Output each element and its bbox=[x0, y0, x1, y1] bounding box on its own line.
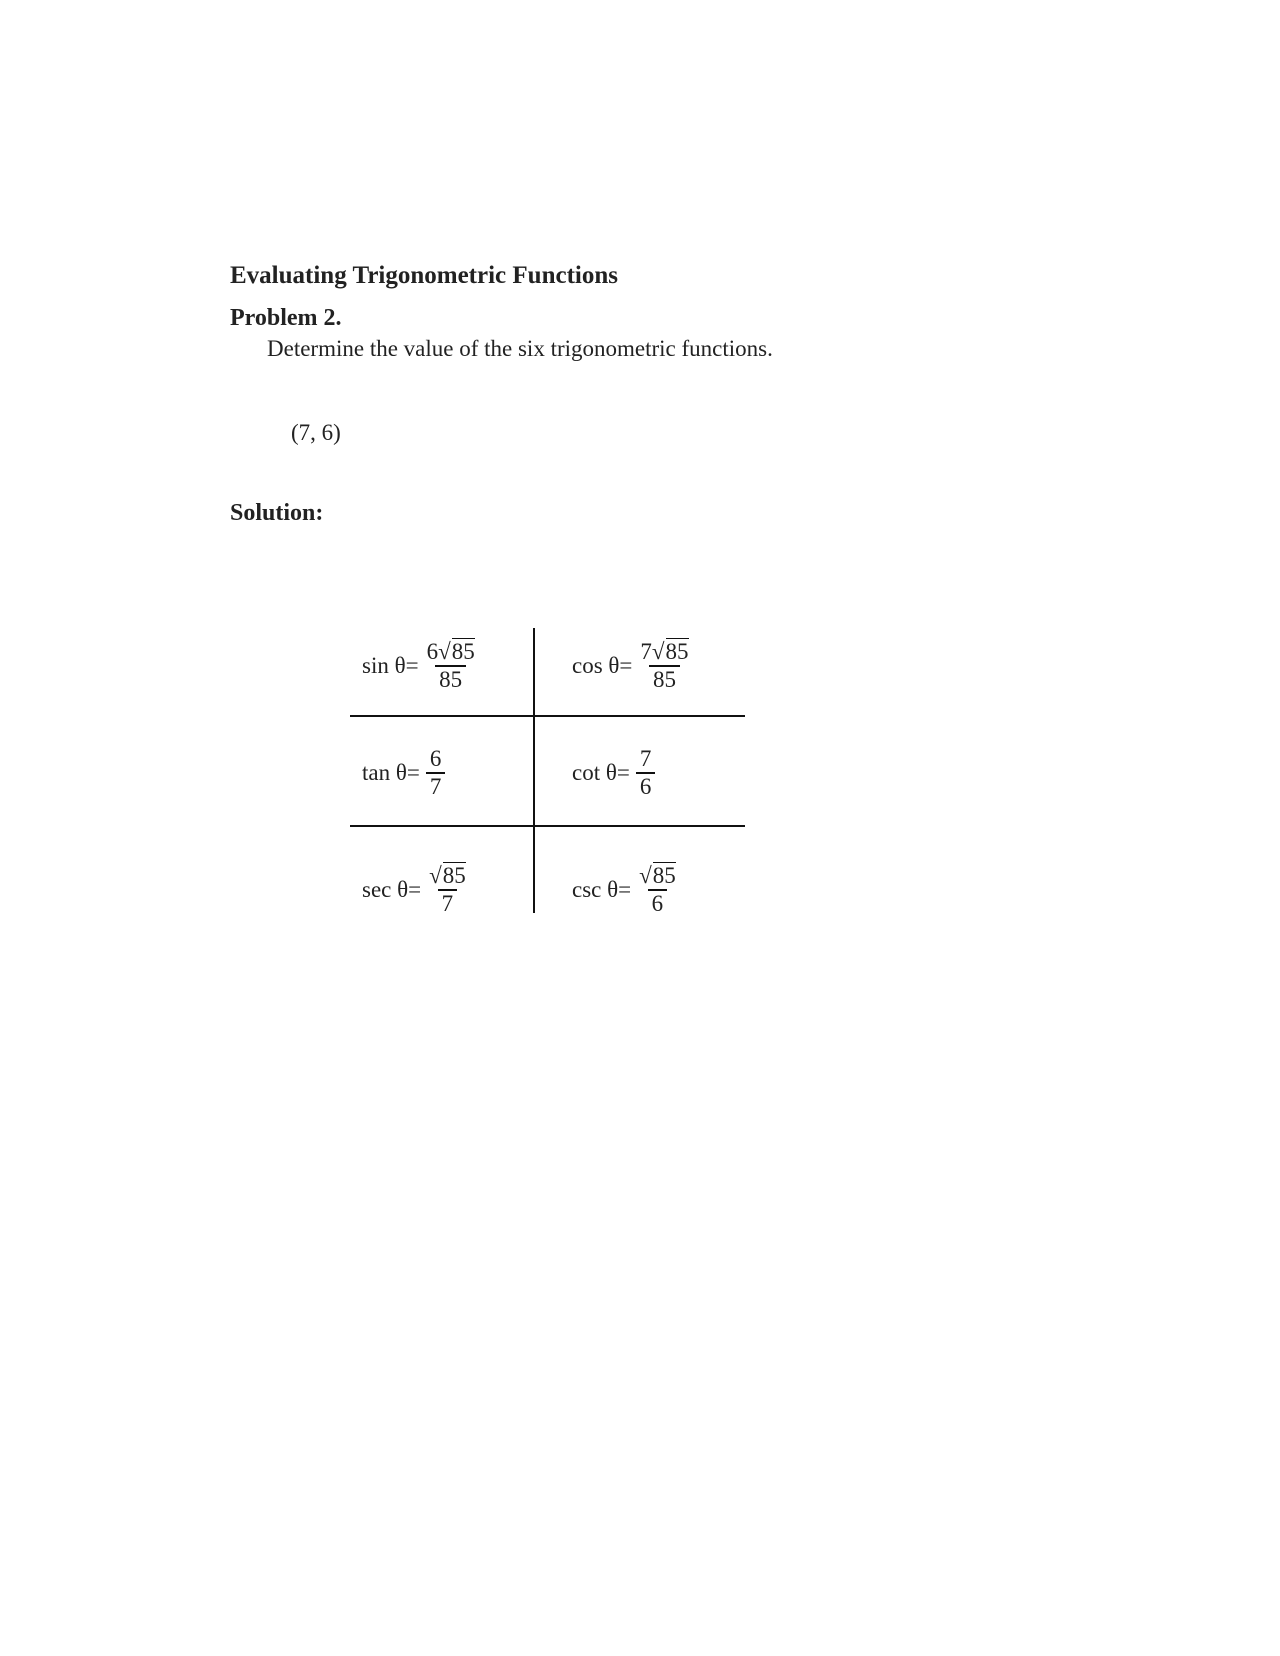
radicand: 85 bbox=[665, 638, 689, 664]
denominator: 7 bbox=[438, 889, 458, 917]
denominator: 85 bbox=[435, 665, 466, 693]
coefficient: 6 bbox=[426, 638, 439, 664]
function-label: sec θ= bbox=[362, 876, 422, 902]
denominator: 85 bbox=[649, 665, 680, 693]
fraction: $\frac{√85}{7}$ bbox=[429, 862, 466, 916]
sec-cell bbox=[362, 852, 468, 927]
radicand: 85 bbox=[652, 862, 676, 888]
given-point: (7, 6) bbox=[291, 420, 341, 445]
function-label: cot θ= bbox=[572, 759, 630, 785]
function-label: cos θ= bbox=[572, 652, 633, 678]
radicand: 85 bbox=[442, 862, 466, 888]
fraction: $\frac{7√85}{85}$ bbox=[640, 638, 689, 692]
cos-cell bbox=[572, 628, 691, 703]
solution-label: Solution: bbox=[230, 500, 324, 526]
fraction bbox=[426, 746, 446, 800]
csc-cell bbox=[572, 852, 678, 927]
tan-cell bbox=[362, 735, 445, 810]
coefficient: 7 bbox=[640, 638, 652, 664]
sin-cell bbox=[362, 628, 477, 703]
denominator: 6 bbox=[648, 889, 668, 917]
fraction: $\frac{√85}{6}$ bbox=[639, 862, 676, 916]
table-divider-horizontal bbox=[350, 715, 745, 717]
numerator: 7 bbox=[639, 745, 652, 771]
page-title: Evaluating Trigonometric Functions bbox=[230, 262, 618, 289]
table-divider-vertical bbox=[533, 628, 535, 913]
denominator: 6 bbox=[636, 772, 656, 800]
denominator: 7 bbox=[426, 772, 446, 800]
table-divider-horizontal bbox=[350, 825, 745, 827]
function-label: sin θ= bbox=[362, 652, 419, 678]
radicand: 85 bbox=[451, 638, 475, 664]
function-label: tan θ= bbox=[362, 759, 420, 785]
problem-statement: Determine the value of the six trigonometric functions. bbox=[267, 336, 773, 361]
function-label: csc θ= bbox=[572, 876, 632, 902]
cot-cell bbox=[572, 735, 655, 810]
problem-label: Problem 2. bbox=[230, 305, 342, 331]
fraction: $\frac{6√85}{85}$ bbox=[426, 638, 475, 692]
fraction bbox=[636, 746, 656, 800]
numerator: 6 bbox=[429, 745, 442, 771]
